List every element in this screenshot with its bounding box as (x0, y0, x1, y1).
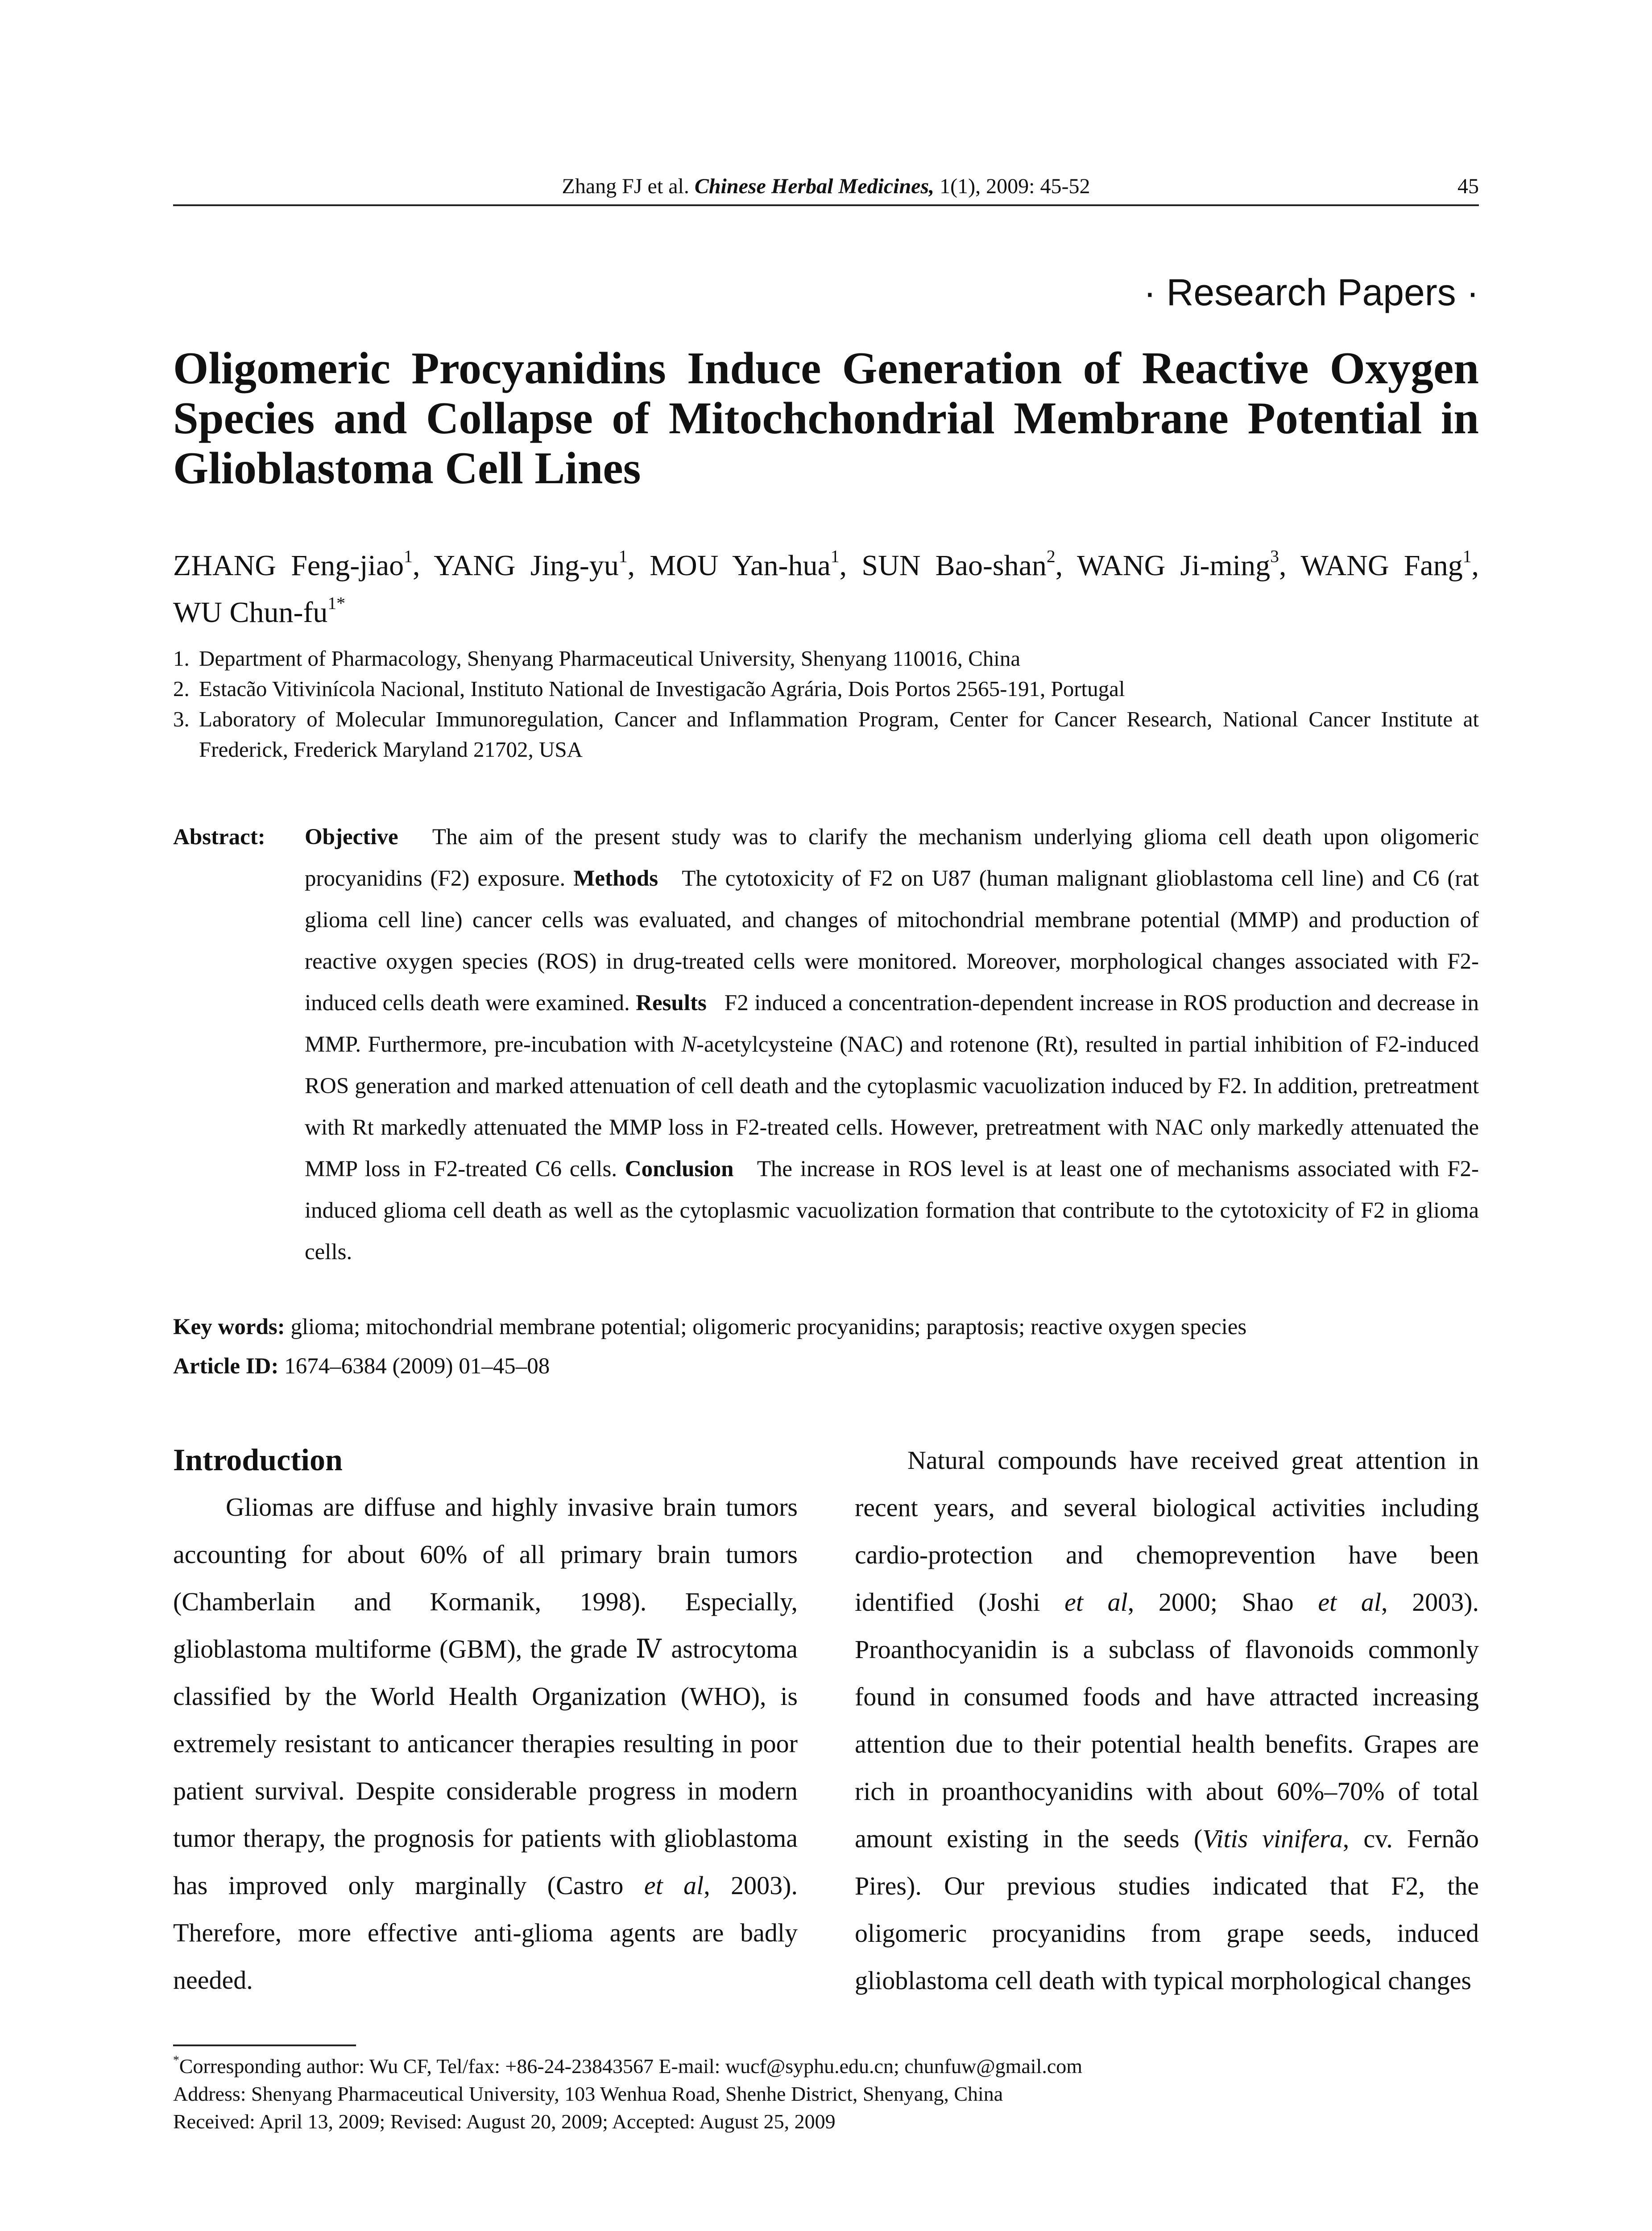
affiliation-text: Department of Pharmacology, Shenyang Pharmaceutical University, Shenyang 110016, China (199, 646, 1021, 671)
affiliation-number: 2. (173, 676, 190, 701)
objective-text: The aim of the present study was to clarify the mechanism underlying glioma cell death upon oligomeric procyanidins (F2) exposure. (305, 825, 1479, 891)
author-name: SUN Bao-shan (861, 549, 1047, 582)
affiliation-text: Laboratory of Molecular Immunoregulation, Cancer and Inflammation Program, Center for Cancer Research, National Cancer Institute at Frederick, Frederick Maryland 21702, USA (199, 707, 1479, 762)
et-al: et al (1064, 1588, 1128, 1617)
journal-name: Chinese Herbal Medicines, (694, 174, 935, 198)
article-id-label: Article ID: (173, 1354, 279, 1379)
author-name: MOU Yan-hua (650, 549, 831, 582)
body-paragraph (855, 1437, 1479, 2004)
affiliation-number: 3. (173, 707, 190, 731)
affiliation-item (173, 704, 1479, 765)
footnote-marker: * (173, 2053, 179, 2067)
results-text: F2 induced a concentration-dependent increase in ROS production and decrease in MMP. Furthermore, pre-incubation with (305, 991, 1479, 1057)
affiliation-item (173, 643, 1479, 674)
title-line: Glioblastoma Cell Lines (173, 443, 641, 493)
article-id-text: 1674–6384 (2009) 01–45–08 (284, 1354, 550, 1379)
footnote-divider (173, 2044, 356, 2046)
article-id (173, 1347, 1479, 1386)
abstract-label: Abstract: (173, 825, 265, 850)
affiliation-number: 1. (173, 646, 190, 671)
author-name: ZHANG Feng-jiao (173, 549, 404, 582)
et-al: et al (644, 1871, 704, 1900)
results-label: Results (636, 991, 707, 1016)
affiliation-item (173, 674, 1479, 704)
results-italic-n: N (681, 1032, 696, 1057)
paragraph-text: Gliomas are diffuse and highly invasive brain tumors accounting for about 60% of all primary brain tumors (Chamberlain and Kormanik, 1998). Especially, glioblastoma multiforme (GBM), the grade Ⅳ astrocytoma classified by the World Health Organization (WHO), is extremely resistant to anticancer therapies resulting in poor patient survival. Despite considerable progress in modern tumor therapy, the prognosis for patients with glioblastoma has improved only marginally (Castro (173, 1493, 798, 1900)
paragraph-text: , 2000; Shao (1127, 1588, 1294, 1617)
results-text-continued: -acetylcysteine (NAC) and rotenone (Rt), resulted in partial inhibition of F2-induced ROS generation and marked attenuation of cell death and the cytoplasmic vacuolization induced by F2. In addition, pretreatment with Rt markedly attenuated the MMP loss in F2-treated cells. However, pretreatment with NAC only markedly attenuated the MMP loss in F2-treated C6 cells. (305, 1032, 1479, 1182)
conclusion-text: The increase in ROS level is at least one of mechanisms associated with F2-induced glioma cell death as well as the cytoplasmic vacuolization formation that contribute to the cytotoxicity of F2 in glioma cells. (305, 1157, 1479, 1265)
journal-citation (173, 173, 1479, 200)
keywords-text: glioma; mitochondrial membrane potential; oligomeric procyanidins; paraptosis; reactive oxygen species (290, 1315, 1247, 1339)
footnotes (173, 2053, 1479, 2136)
author-name: WANG Ji-ming (1077, 549, 1271, 582)
author-affiliation-mark: 1 (618, 546, 628, 566)
page-number: 45 (1457, 174, 1479, 198)
keywords (173, 1307, 1479, 1347)
citation-prefix: Zhang FJ et al. (562, 174, 689, 198)
species-name: Vitis vinifera (1202, 1824, 1343, 1853)
et-al: et al (1318, 1588, 1382, 1617)
author-affiliation-mark: 1 (830, 546, 840, 566)
author-affiliation-mark: 1 (404, 546, 413, 566)
methods-text: The cytotoxicity of F2 on U87 (human malignant glioblastoma cell line) and C6 (rat glioma cell line) cancer cells was evaluated, and changes of mitochondrial membrane potential (MMP) and production of reactive oxygen species (ROS) in drug-treated cells were monitored. Moreover, morphological changes associated with F2-induced cells death were examined. (305, 866, 1479, 1016)
author-name: YANG Jing-yu (434, 549, 619, 582)
author-affiliation-mark: 2 (1046, 546, 1056, 566)
corresponding-author-text: Corresponding author: Wu CF, Tel/fax: +86-24-23843567 E-mail: wucf@syphu.edu.cn; chunfuw@gmail.com (179, 2055, 1083, 2078)
paragraph-text: , 2003). Proanthocyanidin is a subclass of flavonoids commonly found in consumed foods and have attracted increasing attention due to their potential health benefits. Grapes are rich in proanthocyanidins with about 60%–70% of total amount existing in the seeds ( (855, 1588, 1479, 1853)
body-column-left (173, 1437, 798, 2004)
keywords-label: Key words: (173, 1315, 285, 1339)
methods-label: Methods (573, 866, 658, 891)
citation-suffix: 1(1), 2009: 45-52 (940, 174, 1090, 198)
affiliation-list (173, 643, 1479, 765)
author-affiliation-mark: 1* (327, 593, 346, 613)
received-dates-note: Received: April 13, 2009; Revised: August 20, 2009; Accepted: August 25, 2009 (173, 2110, 836, 2133)
author-affiliation-mark: 3 (1270, 546, 1279, 566)
conclusion-label: Conclusion (625, 1157, 734, 1182)
paragraph-text: , cv. Fernão Pires). Our previous studies indicated that F2, the oligomeric procyanidins from grape seeds, induced glioblastoma cell death with typical morphological changes (855, 1824, 1479, 1995)
objective-label: Objective (305, 825, 398, 850)
address-note: Address: Shenyang Pharmaceutical University, 103 Wenhua Road, Shenhe District, Shenyang, China (173, 2082, 1003, 2105)
section-label: · Research Papers · (1143, 271, 1479, 313)
corresponding-author-note (173, 2053, 1479, 2080)
title-line: Species and Collapse of Mitochchondrial Membrane Potential in (173, 393, 1479, 444)
paragraph-text: , 2003). Therefore, more effective anti-glioma agents are badly needed. (173, 1871, 798, 1995)
title-line: Oligomeric Procyanidins Induce Generation of Reactive Oxygen (173, 343, 1479, 394)
abstract-body (305, 817, 1479, 1273)
author-name: WU Chun-fu (173, 596, 328, 629)
paper-title (173, 344, 1479, 493)
affiliation-text: Estacão Vitivinícola Nacional, Instituto National de Investigacão Agrária, Dois Portos 2565-191, Portugal (199, 676, 1125, 701)
author-name: WANG Fang (1300, 549, 1463, 582)
body-paragraph (173, 1484, 798, 2004)
running-head (173, 173, 1479, 206)
author-list: ZHANG Feng-jiao$^1$, YANG Jing-$yu^1$, MOU Yan-hua$^1$, SUN Bao-shan$^2$, WANG Ji-ming$^3$, WANG Fang$^1$, WU Chun-$fu^{1*}$ (173, 546, 1479, 629)
introduction-heading: Introduction (173, 1443, 343, 1477)
body-column-right (855, 1437, 1479, 2004)
author-affiliation-mark: 1 (1462, 546, 1472, 566)
paragraph-text: Natural compounds have received great attention in recent years, and several biological activities including cardio-protection and chemoprevention have been identified (Joshi (855, 1446, 1479, 1617)
